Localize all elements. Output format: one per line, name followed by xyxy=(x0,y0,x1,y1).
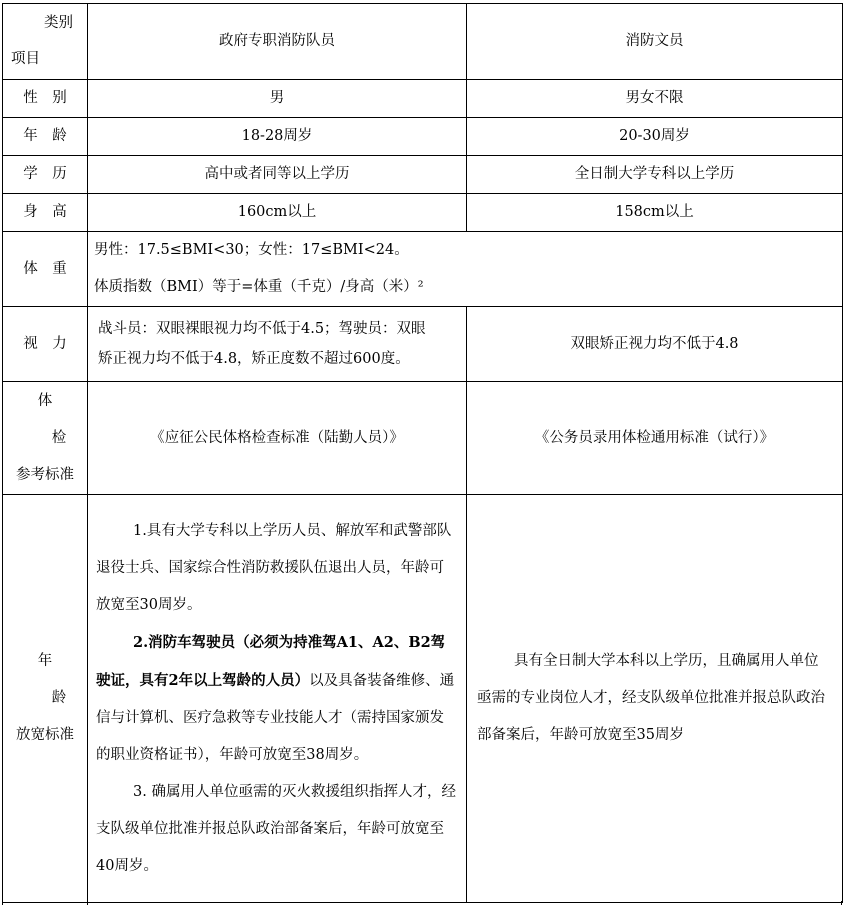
gender-clerk: 男女不限 xyxy=(467,80,843,118)
medical-label-line-3: 参考标准 xyxy=(16,466,74,483)
medical-standard-firefighter: 《应征公民体格检查标准（陆勤人员）》 xyxy=(88,382,467,495)
vision-clerk: 双眼矫正视力均不低于4.8 xyxy=(467,307,843,382)
table-row-medical-standard xyxy=(3,382,843,495)
age-relax-label-line-3: 放宽标准 xyxy=(16,727,74,743)
medical-label-line-2: 检 xyxy=(51,429,67,446)
age-relaxation-firefighter xyxy=(88,495,467,903)
age-relax-item-2-number: 2. xyxy=(133,633,149,651)
column-header-firefighter: 政府专职消防队员 xyxy=(88,4,467,80)
row-label-weight: 体 重 xyxy=(3,232,88,307)
table-row-age xyxy=(3,118,843,156)
age-relax-item-2-bold: 消防车驾驶员（必须为持准驾A1、A2、B2驾驶证，具有2年以上驾龄的人员） xyxy=(96,633,446,689)
column-header-clerk: 消防文员 xyxy=(467,4,843,80)
row-label-height: 身 高 xyxy=(3,194,88,232)
education-firefighter: 高中或者同等以上学历 xyxy=(88,156,467,194)
table-row-height xyxy=(3,194,843,232)
table-row-gender xyxy=(3,80,843,118)
row-label-gender: 性 别 xyxy=(3,80,88,118)
age-relax-item-3: 3. 确属用人单位亟需的灭火救援组织指挥人才，经支队级单位批准并报总队政治部备案后，年龄可放宽至40周岁。 xyxy=(96,783,456,874)
row-label-age: 年 龄 xyxy=(3,118,88,156)
weight-requirement xyxy=(88,232,843,307)
table-row-age-relaxation xyxy=(3,495,843,903)
education-clerk: 全日制大学专科以上学历 xyxy=(467,156,843,194)
item-label: 项目 xyxy=(11,51,40,67)
medical-label-line-1: 体 xyxy=(37,392,53,409)
vision-firefighter xyxy=(88,307,467,382)
height-firefighter: 160cm以上 xyxy=(88,194,467,232)
age-firefighter: 18-28周岁 xyxy=(88,118,467,156)
age-relax-item-2 xyxy=(96,624,456,774)
table-row-vision xyxy=(3,307,843,382)
category-label: 类别 xyxy=(44,15,73,31)
age-relax-clerk-text: 具有全日制大学本科以上学历，且确属用人单位亟需的专业岗位人才，经支队级单位批准并报总队政治部备案后，年龄可放宽至35周岁 xyxy=(477,653,825,743)
row-label-medical-standard xyxy=(3,382,88,495)
row-label-age-relaxation xyxy=(3,495,88,903)
row-label-vision: 视 力 xyxy=(3,307,88,382)
weight-bmi-range: 男性：17.5≤BMI<30；女性：17≤BMI<24。 xyxy=(94,242,409,258)
height-clerk: 158cm以上 xyxy=(467,194,843,232)
table-row-education xyxy=(3,156,843,194)
recruitment-requirements-table xyxy=(2,3,843,903)
table-row-weight xyxy=(3,232,843,307)
age-relax-label-line-1: 年 xyxy=(37,653,53,669)
age-relax-label-line-2: 龄 xyxy=(51,690,67,706)
row-label-education: 学 历 xyxy=(3,156,88,194)
header-corner-cell xyxy=(3,4,88,80)
vision-firefighter-line-1: 战斗员：双眼裸眼视力均不低于4.5；驾驶员：双眼 xyxy=(98,321,426,337)
medical-standard-clerk: 《公务员录用体检通用标准（试行）》 xyxy=(467,382,843,495)
gender-firefighter: 男 xyxy=(88,80,467,118)
age-relax-item-1: 1.具有大学专科以上学历人员、解放军和武警部队退役士兵、国家综合性消防救援队伍退出人员，年龄可放宽至30周岁。 xyxy=(96,522,452,613)
age-clerk: 20-30周岁 xyxy=(467,118,843,156)
vision-firefighter-line-2: 矫正视力均不低于4.8，矫正度数不超过600度。 xyxy=(98,351,410,367)
age-relaxation-clerk xyxy=(467,495,843,903)
age-relax-item-2-rest: 以及具备装备维修、通信与计算机、医疗急救等专业技能人才（需持国家颁发的职业资格证书），年龄可放宽至38周岁。 xyxy=(96,672,455,763)
next-row-stub xyxy=(2,901,842,905)
table-header-row xyxy=(3,4,843,80)
weight-bmi-formula: 体质指数（BMI）等于=体重（千克）/身高（米）² xyxy=(94,279,424,295)
